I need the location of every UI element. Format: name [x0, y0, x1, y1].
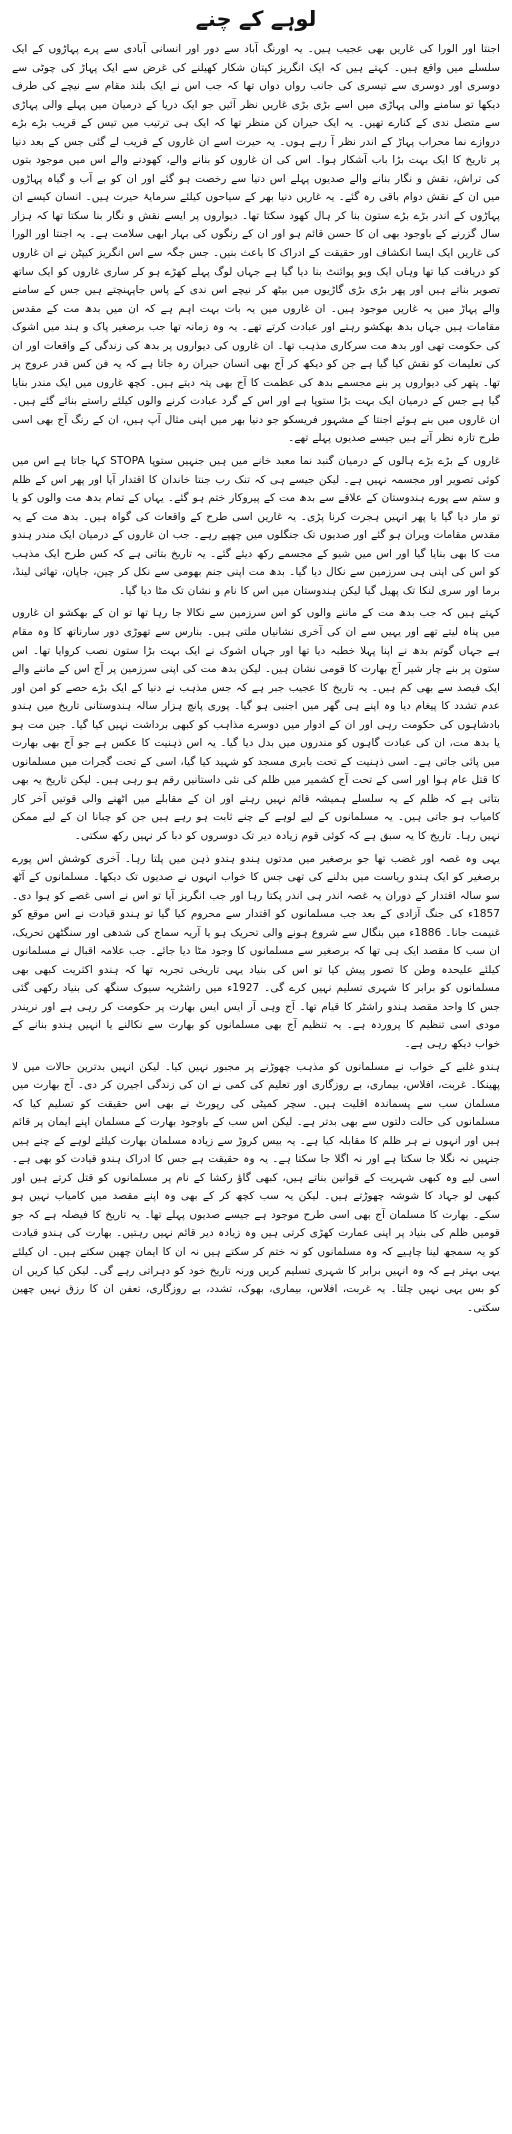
article-paragraph: ہندو غلبے کے خواب نے مسلمانوں کو مذہب چھوڑنے پر مجبور نہیں کیا۔ لیکن انہیں بدترین حالات میں لا پھینکا۔ غربت، افلاس، بیماری، بے روزگاری اور تعلیم کی کمی نے ان کی زندگی اجیرن کر دی۔ آج بھارت میں مسلمان سب سے پسماندہ اقلیت ہیں۔ سچر کمیٹی کی رپورٹ نے بھی اس حقیقت کو تسلیم کیا کہ مسلمانوں کی حالت دلتوں سے بھی بدتر ہے۔ لیکن اس سب کے باوجود بھارت کے مسلمان اپنے ایمان پر قائم ہیں اور انہوں نے ہر ظلم کا مقابلہ کیا ہے۔ یہ بیس کروڑ سے زیادہ مسلمان بھارت کیلئے لوہے کے چنے ہیں جنہیں نہ نگلا جا سکتا ہے اور نہ اگلا جا سکتا ہے۔ یہ وہ حقیقت ہے جس کا ادراک ہندو قیادت کو بھی ہے۔ اسی لیے وہ کبھی شہریت کے قوانین بناتے ہیں، کبھی گاؤ رکشا کے نام پر مسلمانوں کو قتل کرتے ہیں اور کبھی لو جہاد کا شوشہ چھوڑتے ہیں۔ لیکن یہ سب کچھ کر کے بھی وہ اپنے مقصد میں کامیاب نہیں ہو سکے۔ بھارت کا مسلمان آج بھی اسی طرح موجود ہے جیسے صدیوں پہلے تھا۔ یہ تاریخ کا فیصلہ ہے کہ جو قومیں ظلم کی بنیاد پر اپنی عمارت کھڑی کرتی ہیں وہ زیادہ دیر قائم نہیں رہتیں۔ بھارت کی ہندو قیادت کو یہ سمجھ لینا چاہیے کہ وہ مسلمانوں کو نہ ختم کر سکتے ہیں نہ ان کا ایمان چھین سکتے ہیں۔ ان کیلئے یہی بہتر ہے کہ وہ انہیں برابر کا شہری تسلیم کریں ورنہ تاریخ خود کو دہراتی رہے گی۔ لیکن کیا کریں ان کو بس یہی نہیں چلتا۔ یہ غربت، افلاس، بیماری، بھوک، تشدد، بے روزگاری، تعفن ان کا رزق نہیں چھین سکتی۔: [12, 1060, 500, 1314]
article-title: لوہے کے چنے: [195, 7, 317, 31]
article-paragraph: کہتے ہیں کہ جب بدھ مت کے ماننے والوں کو اس سرزمین سے نکالا جا رہا تھا تو ان کے بھکشو ان غاروں میں پناہ لیتے تھے اور یہیں سے ان کی آخری نشانیاں ملتی ہیں۔ بنارس سے تھوڑی دور سارناتھ کا وہ مقام ہے جہاں گوتم بدھ نے اپنا پہلا خطبہ دیا تھا اور جہاں اشوک نے ایک بہت بڑا ستون نصب کروایا تھا۔ اس ستون پر بنے چار شیر آج بھارت کا قومی نشان ہیں۔ لیکن بدھ مت کی اپنی سرزمین پر آج اس کے ماننے والے ایک فیصد سے بھی کم ہیں۔ یہ تاریخ کا عجیب جبر ہے کہ جس مذہب نے دنیا کے ایک بڑے حصے کو امن اور عدم تشدد کا پیغام دیا وہ اپنے ہی گھر میں اجنبی ہو گیا۔ پوری پانچ ہزار سالہ ہندوستانی تاریخ میں ہندو بادشاہوں کی حکومت رہی اور ان کے ادوار میں دوسرے مذاہب کو کبھی برداشت نہیں کیا گیا۔ جین مت ہو یا بدھ مت، ان کی عبادت گاہوں کو مندروں میں بدل دیا گیا۔ یہ اس ذہنیت کا عکس ہے جو آج بھی بھارت میں پائی جاتی ہے۔ اسی ذہنیت کے تحت بابری مسجد کو شہید کیا گیا، اسی کے تحت گجرات میں مسلمانوں کا قتل عام ہوا اور اسی کے تحت آج کشمیر میں ظلم کی نئی داستانیں رقم ہو رہی ہیں۔ لیکن تاریخ یہ بھی بتاتی ہے کہ ظلم کے یہ سلسلے ہمیشہ قائم نہیں رہتے اور ان کے مقابلے میں اٹھنے والی قوتیں آخر کار کامیاب ہو جاتی ہیں۔ یہ مسلمانوں کے لیے لوہے کے چنے ثابت ہو رہے ہیں جن کو چبانا ان کے لیے ممکن نہیں رہا۔ تاریخ کا یہ سبق ہے کہ کوئی قوم زیادہ دیر تک دوسروں کو دبا کر نہیں رکھ سکتی۔: [12, 607, 500, 842]
article-paragraph: یہی وہ غصہ اور غضب تھا جو برصغیر میں مدتوں ہندو ہندو ذہن میں پلتا رہا۔ آخری کوشش اس پورے برصغیر کو ایک ہندو ریاست میں بدلنے کی تھی جس کا خواب انہوں نے صدیوں تک دیکھا۔ مسلمانوں کے آٹھ سو سالہ اقتدار کے دوران یہ غصہ اندر ہی اندر پکتا رہا اور جب انگریز آیا تو اس نے اسی غصے کو ہوا دی۔ 1857ء کی جنگ آزادی کے بعد جب مسلمانوں کو اقتدار سے محروم کیا گیا تو ہندو قیادت نے اس موقع کو غنیمت جانا۔ 1886ء میں بنگال سے شروع ہونے والی تحریک ہو یا آریہ سماج کی شدھی اور سنگٹھن تحریک، ان سب کا مقصد ایک ہی تھا کہ برصغیر سے مسلمانوں کا وجود مٹا دیا جائے۔ جب علامہ اقبال نے مسلمانوں کیلئے علیحدہ وطن کا تصور پیش کیا تو اس کی بنیاد یہی تاریخی تجربہ تھا کہ ہندو اکثریت کبھی بھی مسلمانوں کو برابر کا شہری تسلیم نہیں کرے گی۔ 1927ء میں راشٹریہ سیوک سنگھ کی بنیاد رکھی گئی جس کا واحد مقصد ہندو راشٹر کا قیام تھا۔ آج وہی آر ایس ایس بھارت پر حکومت کر رہی ہے اور نریندر مودی اسی تنظیم کا پروردہ ہے۔ یہ تنظیم آج بھی مسلمانوں کو بھارت سے نکالنے یا انہیں ہندو بنانے کے خواب دیکھ رہی ہے۔: [12, 852, 500, 1050]
article-body: [12, 40, 500, 1317]
article-paragraph: غاروں کے بڑے بڑے ہالوں کے درمیان گنبد نما معبد خانے میں ہیں جنہیں ستوپا STOPA کہا جاتا ہے اس میں کوئی تصویر اور مجسمہ نہیں ہے۔ لیکن جیسے ہی کہ تنک رب جنتا خاندان کا اقتدار آیا اور پھر اس کے ظلم و ستم سے پورے ہندوستان کے علاقے سے بدھ مت کے پیروکار ختم ہو گئے۔ یہاں کے تمام بدھ مت والوں کو یا تو مار دیا گیا یا پھر انہیں ہجرت کرنا پڑی۔ یہ غاریں اسی طرح کے واقعات کی گواہ ہیں۔ بدھ مت کے یہ مقدس مقامات ویران ہو گئے اور صدیوں تک جنگلوں میں چھپے رہے۔ جب ان غاروں کے درمیان ایک مندر ہندو مت کا بھی بنایا گیا اور اس میں شیو کے مجسمے رکھ دیئے گئے۔ یہ تاریخ بتاتی ہے کہ کس طرح ایک مذہب کو اس کی اپنی ہی سرزمین سے نکال دیا گیا۔ بدھ مت اپنی جنم بھومی سے نکل کر چین، جاپان، تھائی لینڈ، برما اور سری لنکا تک پھیل گیا لیکن ہندوستان میں اس کا نام و نشان تک مٹا دیا گیا۔: [12, 455, 500, 597]
article-paragraph: اجنتا اور الورا کی غاریں بھی عجیب ہیں۔ یہ اورنگ آباد سے دور اور انسانی آبادی سے پرے پہاڑوں کے ایک سلسلے میں واقع ہیں۔ کہتے ہیں کہ ایک انگریز کپتان شکار کھیلنے کی غرض سے ایک پہاڑ کی چوٹی سے دوسری اور دوسری سے تیسری کی جانب رواں دواں تھا کہ جب اس نے ایک بلند مقام سے نیچے کی طرف دیکھا تو سامنے والی پہاڑی میں اسے بڑی بڑی غاریں نظر آئیں جو ایک دریا کے درمیان میں پہلے والی پہاڑی سے متصل ندی کے کنارے تھیں۔ یہ ایک حیران کن منظر تھا کہ ایک ہی ترتیب میں تیس کے قریب بڑے بڑے دروازے نما محراب پہاڑ کے اندر نظر آ رہے ہوں۔ یہ حیرت اسے ان غاروں کے قریب لے گئی جس کے بعد دنیا پر تاریخ کا ایک بہت بڑا باب آشکار ہوا۔ اس کی ان غاروں کو بنانے والے، کھودنے والے اس میں موجود بتوں کی تراش، نقش و نگار بنانے والے صدیوں پہلے اس دنیا سے رخصت ہو گئے اور ان کو بے آب و گیاہ پہاڑوں میں ان کے نقش دوام باقی رہ گئے۔ یہ غاریں دنیا بھر کے سیاحوں کیلئے سرمایۂ حیرت ہیں۔ انسان کیسے ان پہاڑوں کے اندر بڑے بڑے ستون بنا کر ہال کھود سکتا تھا۔ دیواروں پر ایسے نقش و نگار بنا سکتا تھا کہ ہزار سال گزرنے کے باوجود بھی ان کا حسن قائم ہو اور ان کے رنگوں کی بہار ابھی سلامت ہے۔ یہ اجنتا اور الورا کی غاریں ایک ایسا انکشاف اور حقیقت کے ادراک کا باعث بنیں۔ جس جگہ سے اس انگریز کیپٹن نے ان غاروں کو دریافت کیا تھا وہاں ایک ویو پوائنٹ بنا دیا گیا ہے جہاں لوگ پہلے کھڑے ہو کر ساری غاروں کو ایک ساتھ تصویر بناتے ہیں اور پھر بڑی بڑی گاڑیوں میں بیٹھ کر نیچے اس ندی کے پاس جاپہنچتے ہیں جس کے سامنے والے پہاڑ میں یہ غاریں موجود ہیں۔ ان غاروں میں یہ بات بہت اہم ہے کہ ان میں بدھ مت کے مقدس مقامات ہیں جہاں بدھ بھکشو رہتے اور عبادت کرتے تھے۔ یہ وہ زمانہ تھا جب برصغیر پاک و ہند میں اشوک کی حکومت تھی اور بدھ مت سرکاری مذہب تھا۔ ان غاروں کی دیواروں پر بدھ کی زندگی کے واقعات اور ان کی تعلیمات کو نقش کیا گیا ہے جن کو دیکھ کر آج بھی انسان حیران رہ جاتا ہے کہ یہ فن کس قدر عروج پر تھا۔ پتھر کی دیواروں پر بنے مجسمے بدھ کی عظمت کا آج بھی پتہ دیتے ہیں۔ کچھ غاروں میں ایک مندر بنایا گیا ہے جس کے درمیان ایک بہت بڑا ستوپا ہے اور اس کے گرد عبادت کرنے والوں کیلئے راستے بنائے گئے ہیں۔ ان غاروں میں بنے ہوئے اجنتا کے مشہور فریسکو جو دنیا بھر میں اپنی مثال آپ ہیں، ان کے رنگ آج بھی اسی طرح تازہ نظر آتے ہیں جیسے صدیوں پہلے تھے۔: [12, 43, 500, 445]
